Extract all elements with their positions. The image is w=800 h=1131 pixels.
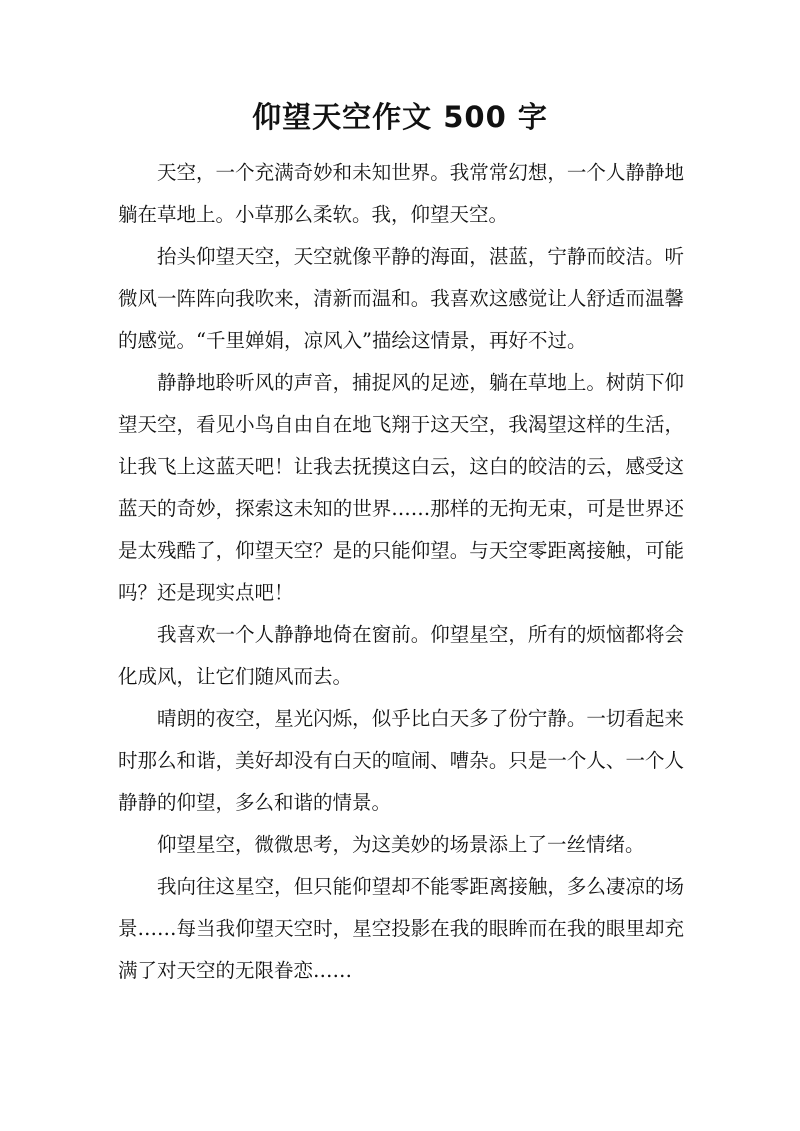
paragraph-5: 晴朗的夜空，星光闪烁，似乎比白天多了份宁静。一切看起来时那么和谐，美好却没有白天的喧闹、嘈杂。只是一个人、一个人静静的仰望，多么和谐的情景。 [118,707,684,814]
paragraph-7: 我向往这星空，但只能仰望却不能零距离接触，多么凄凉的场景……每当我仰望天空时，星空投影在我的眼眸而在我的眼里却充满了对天空的无限眷恋…… [118,875,684,982]
paragraph-3: 静静地聆听风的声音，捕捉风的足迹，躺在草地上。树荫下仰望天空，看见小鸟自由自在地飞翔于这天空，我渴望这样的生活，让我飞上这蓝天吧！让我去抚摸这白云，这白的皎洁的云，感受这蓝天的奇妙，探索这未知的世界……那样的无拘无束，可是世界还是太残酷了，仰望天空？是的只能仰望。与天空零距离接触，可能吗？还是现实点吧！ [118,371,684,604]
paragraph-6: 仰望星空，微微思考，为这美妙的场景添上了一丝情绪。 [157,833,645,856]
paragraph-1: 天空，一个充满奇妙和未知世界。我常常幻想，一个人静静地躺在草地上。小草那么柔软。我，仰望天空。 [118,161,684,226]
paragraph-2: 抬头仰望天空，天空就像平静的海面，湛蓝，宁静而皎洁。听微风一阵阵向我吹来，清新而温和。我喜欢这感觉让人舒适而温馨的感觉。“千里婵娟，凉风入”描绘这情景，再好不过。 [118,245,684,352]
document-title: 仰望天空作文 500 字 [252,100,548,134]
paragraph-4: 我喜欢一个人静静地倚在窗前。仰望星空，所有的烦恼都将会化成风，让它们随风而去。 [118,623,684,688]
document-body [118,152,684,992]
